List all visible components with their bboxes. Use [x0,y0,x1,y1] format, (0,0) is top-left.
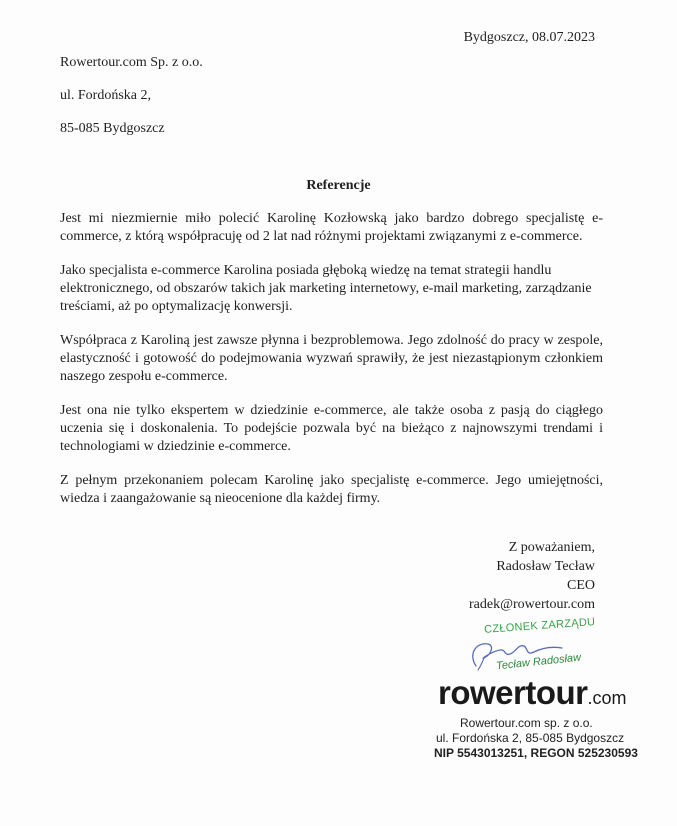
paragraph-2: Jako specjalista e-commerce Karolina posiada głęboką wiedzę na temat strategii handlu elektronicznego, od obszarów takich jak marketing internetowy, e-mail marketing, zarządzanie treściami, aż po optymalizację konwersji. [60,263,592,314]
letter-date: Bydgoszcz, 08.07.2023 [463,30,595,45]
stamp-line-nip-regon: NIP 5543013251, REGON 525230593 [434,746,638,760]
paragraph-1: Jest mi niezmiernie miło polecić Karolinę Kozłowską jako bardzo dobrego specjalistę e-commerce, z którą współpracuję od 2 lat nad różnymi projektami związanymi z e-commerce. [60,211,603,244]
logo-wordmark: rowertour [438,674,588,711]
stamp-company-details [430,716,638,761]
company-logo [438,674,627,712]
signer-email: radek@rowertour.com [468,597,595,612]
stamp-line-address: ul. Fordońska 2, 85-085 Bydgoszcz [436,731,625,745]
company-street: ul. Fordońska 2, [60,88,151,103]
company-city: 85-085 Bydgoszcz [60,121,165,136]
letter-title: Referencje [306,178,371,193]
company-name: Rowertour.com Sp. z o.o. [60,55,203,70]
paragraph-5: Z pełnym przekonaniem polecam Karolinę jako specjalistę e-commerce. Jego umiejętności, wiedza i zaangażowanie są nieocenione dla każdej firmy. [60,473,603,506]
recipient-address [60,46,203,145]
signer-role: CEO [567,578,595,593]
stamp-title: CZŁONEK ZARZĄDU [483,616,596,636]
letter-body [60,210,603,524]
paragraph-3: Współpraca z Karoliną jest zawsze płynna i bezproblemowa. Jego zdolność do pracy w zespole, elastyczność i gotowość do podejmowania wyzwań sprawiły, że jest niezastąpionym członkiem naszego zespołu e-commerce. [60,333,603,384]
closing-block [469,538,595,614]
company-stamp [430,618,670,778]
stamp-line-company: Rowertour.com sp. z o.o. [460,716,593,730]
stamp-name: Tecław Radosław [495,651,582,673]
closing-salutation: Z poważaniem, [508,540,595,555]
logo-domain: .com [587,688,627,708]
paragraph-4: Jest ona nie tylko ekspertem w dziedzinie e-commerce, ale także osoba z pasją do ciągłego uczenia się i doskonalenia. To podejście pozwala być na bieżąco z najnowszymi trendami i technologiami w dziedzinie e-commerce. [60,403,603,454]
signer-name: Radosław Tecław [496,559,595,574]
